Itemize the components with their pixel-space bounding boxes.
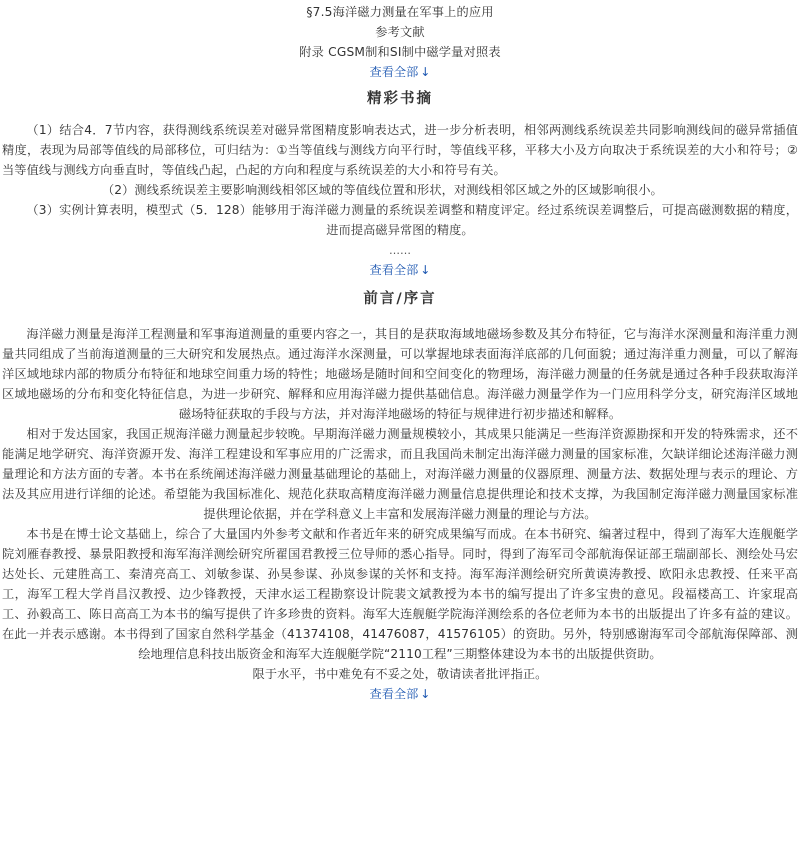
preface-more — [0, 684, 800, 704]
toc-item: 参考文献 — [375, 25, 425, 39]
toc-tail — [0, 0, 800, 82]
preface-title: 前言/序言 — [363, 291, 437, 307]
excerpt-ellipsis: …… — [389, 244, 411, 257]
preface-paragraph: 限于水平，书中难免有不妥之处，敬请读者批评指正。 — [252, 667, 548, 681]
arrow-down-icon: ↓ — [420, 65, 431, 79]
excerpt-paragraph: （3）实例计算表明，模型式（5．128）能够用于海洋磁力测量的系统误差调整和精度评定。经过系统误差调整后，可提高磁测数据的精度，进而提高磁异常图的精度。 — [26, 203, 798, 237]
toc-item: 附录 CGSM制和SI制中磁学量对照表 — [299, 45, 501, 59]
preface-paragraph: 本书是在博士论文基础上，综合了大量国内外参考文献和作者近年来的研究成果编写而成。在本书研究、编著过程中，得到了海军大连舰艇学院刘雁春教授、暴景阳教授和海军海洋测绘研究所翟国君教授三位导师的悉心指导。同时，得到了海军司令部航海保证部王瑞副部长、测绘处马宏达处长、元建胜高工、秦清亮高工、刘敏参谋、孙昊参谋、孙岚参谋的关怀和支持。海军海洋测绘研究所黄谟涛教授、欧阳永忠教授、任来平高工，海军工程大学肖昌汉教授、边少锋教授，天津水运工程勘察设计院裴文斌教授为本书的编写提出了许多宝贵的意见。段福楼高工、许家琨高工、孙毅高工、陈日高高工为本书的编写提供了许多珍贵的资料。海军大连舰艇学院海洋测绘系的各位老师为本书的出版提出了许多有益的建议。在此一并表示感谢。本书得到了国家自然科学基金（41374108，41476087，41576105）的资助。另外，特别感谢海军司令部航海保障部、测绘地理信息科技出版资金和海军大连舰艇学院“2110工程”三期整体建设为本书的出版提供资助。 — [2, 527, 798, 661]
arrow-down-icon: ↓ — [420, 263, 431, 277]
toc-item: §7.5海洋磁力测量在军事上的应用 — [306, 5, 494, 19]
toc-more — [0, 62, 800, 82]
arrow-down-icon: ↓ — [420, 687, 431, 701]
excerpt-paragraph: （2）测线系统误差主要影响测线相邻区域的等值线位置和形状，对测线相邻区域之外的区域影响很小。 — [102, 183, 663, 197]
preface-section — [0, 288, 800, 704]
excerpt-section — [0, 88, 800, 280]
preface-paragraph: 相对于发达国家，我国正规海洋磁力测量起步较晚。早期海洋磁力测量规模较小，其成果只能满足一些海洋资源勘探和开发的特殊需求，还不能满足地学研究、海洋资源开发、海洋工程建设和军事应用的广泛需求，而且我国尚未制定出海洋磁力测量的国家标准，欠缺详细论述海洋磁力测量理论和方法方面的专著。本书在系统阐述海洋磁力测量基础理论的基础上，对海洋磁力测量的仪器原理、测量方法、数据处理与表示的理论、方法及其应用进行详细的论述。希望能为我国标准化、规范化获取高精度海洋磁力测量信息提供理论和技术支撑，为我国制定海洋磁力测量国家标准提供理论依据，并在学科意义上丰富和发展海洋磁力测量的理论与方法。 — [2, 427, 798, 521]
excerpt-paragraph: （1）结合4．7节内容，获得测线系统误差对磁异常图精度影响表达式，进一步分析表明，相邻两测线系统误差共同影响测线间的磁异常插值精度，表现为局部等值线的局部移位，可归结为：①当等值线与测线方向平行时，等值线平移，平移大小及方向取决于系统误差的大小和符号；②当等值线与测线方向垂直时，等值线凸起，凸起的方向和程度与系统误差的大小和符号有关。 — [2, 123, 798, 177]
toc-view-all-link[interactable]: 查看全部 ↓ — [369, 65, 431, 79]
preface-view-all-link[interactable]: 查看全部 ↓ — [369, 687, 431, 701]
preface-paragraph: 海洋磁力测量是海洋工程测量和军事海道测量的重要内容之一，其目的是获取海域地磁场参数及其分布特征，它与海洋水深测量和海洋重力测量共同组成了当前海道测量的三大研究和发展热点。通过海洋水深测量，可以掌握地球表面海洋底部的几何面貌；通过海洋重力测量，可以了解海洋区域地球内部的物质分布特征和地球空间重力场的特性；地磁场是随时间和空间变化的物理场，海洋磁力测量的任务就是通过各种手段获取海洋区域地磁场的分布和变化特征信息，为进一步研究、解释和应用海洋磁力提供基础信息。海洋磁力测量学作为一门应用科学分支，研究海洋区域地磁场特征获取的手段与方法，并对海洋地磁场的特征与规律进行初步描述和解释。 — [2, 327, 798, 421]
excerpt-view-all-link[interactable]: 查看全部 ↓ — [369, 263, 431, 277]
excerpt-title: 精彩书摘 — [367, 91, 433, 107]
excerpt-more — [0, 260, 800, 280]
